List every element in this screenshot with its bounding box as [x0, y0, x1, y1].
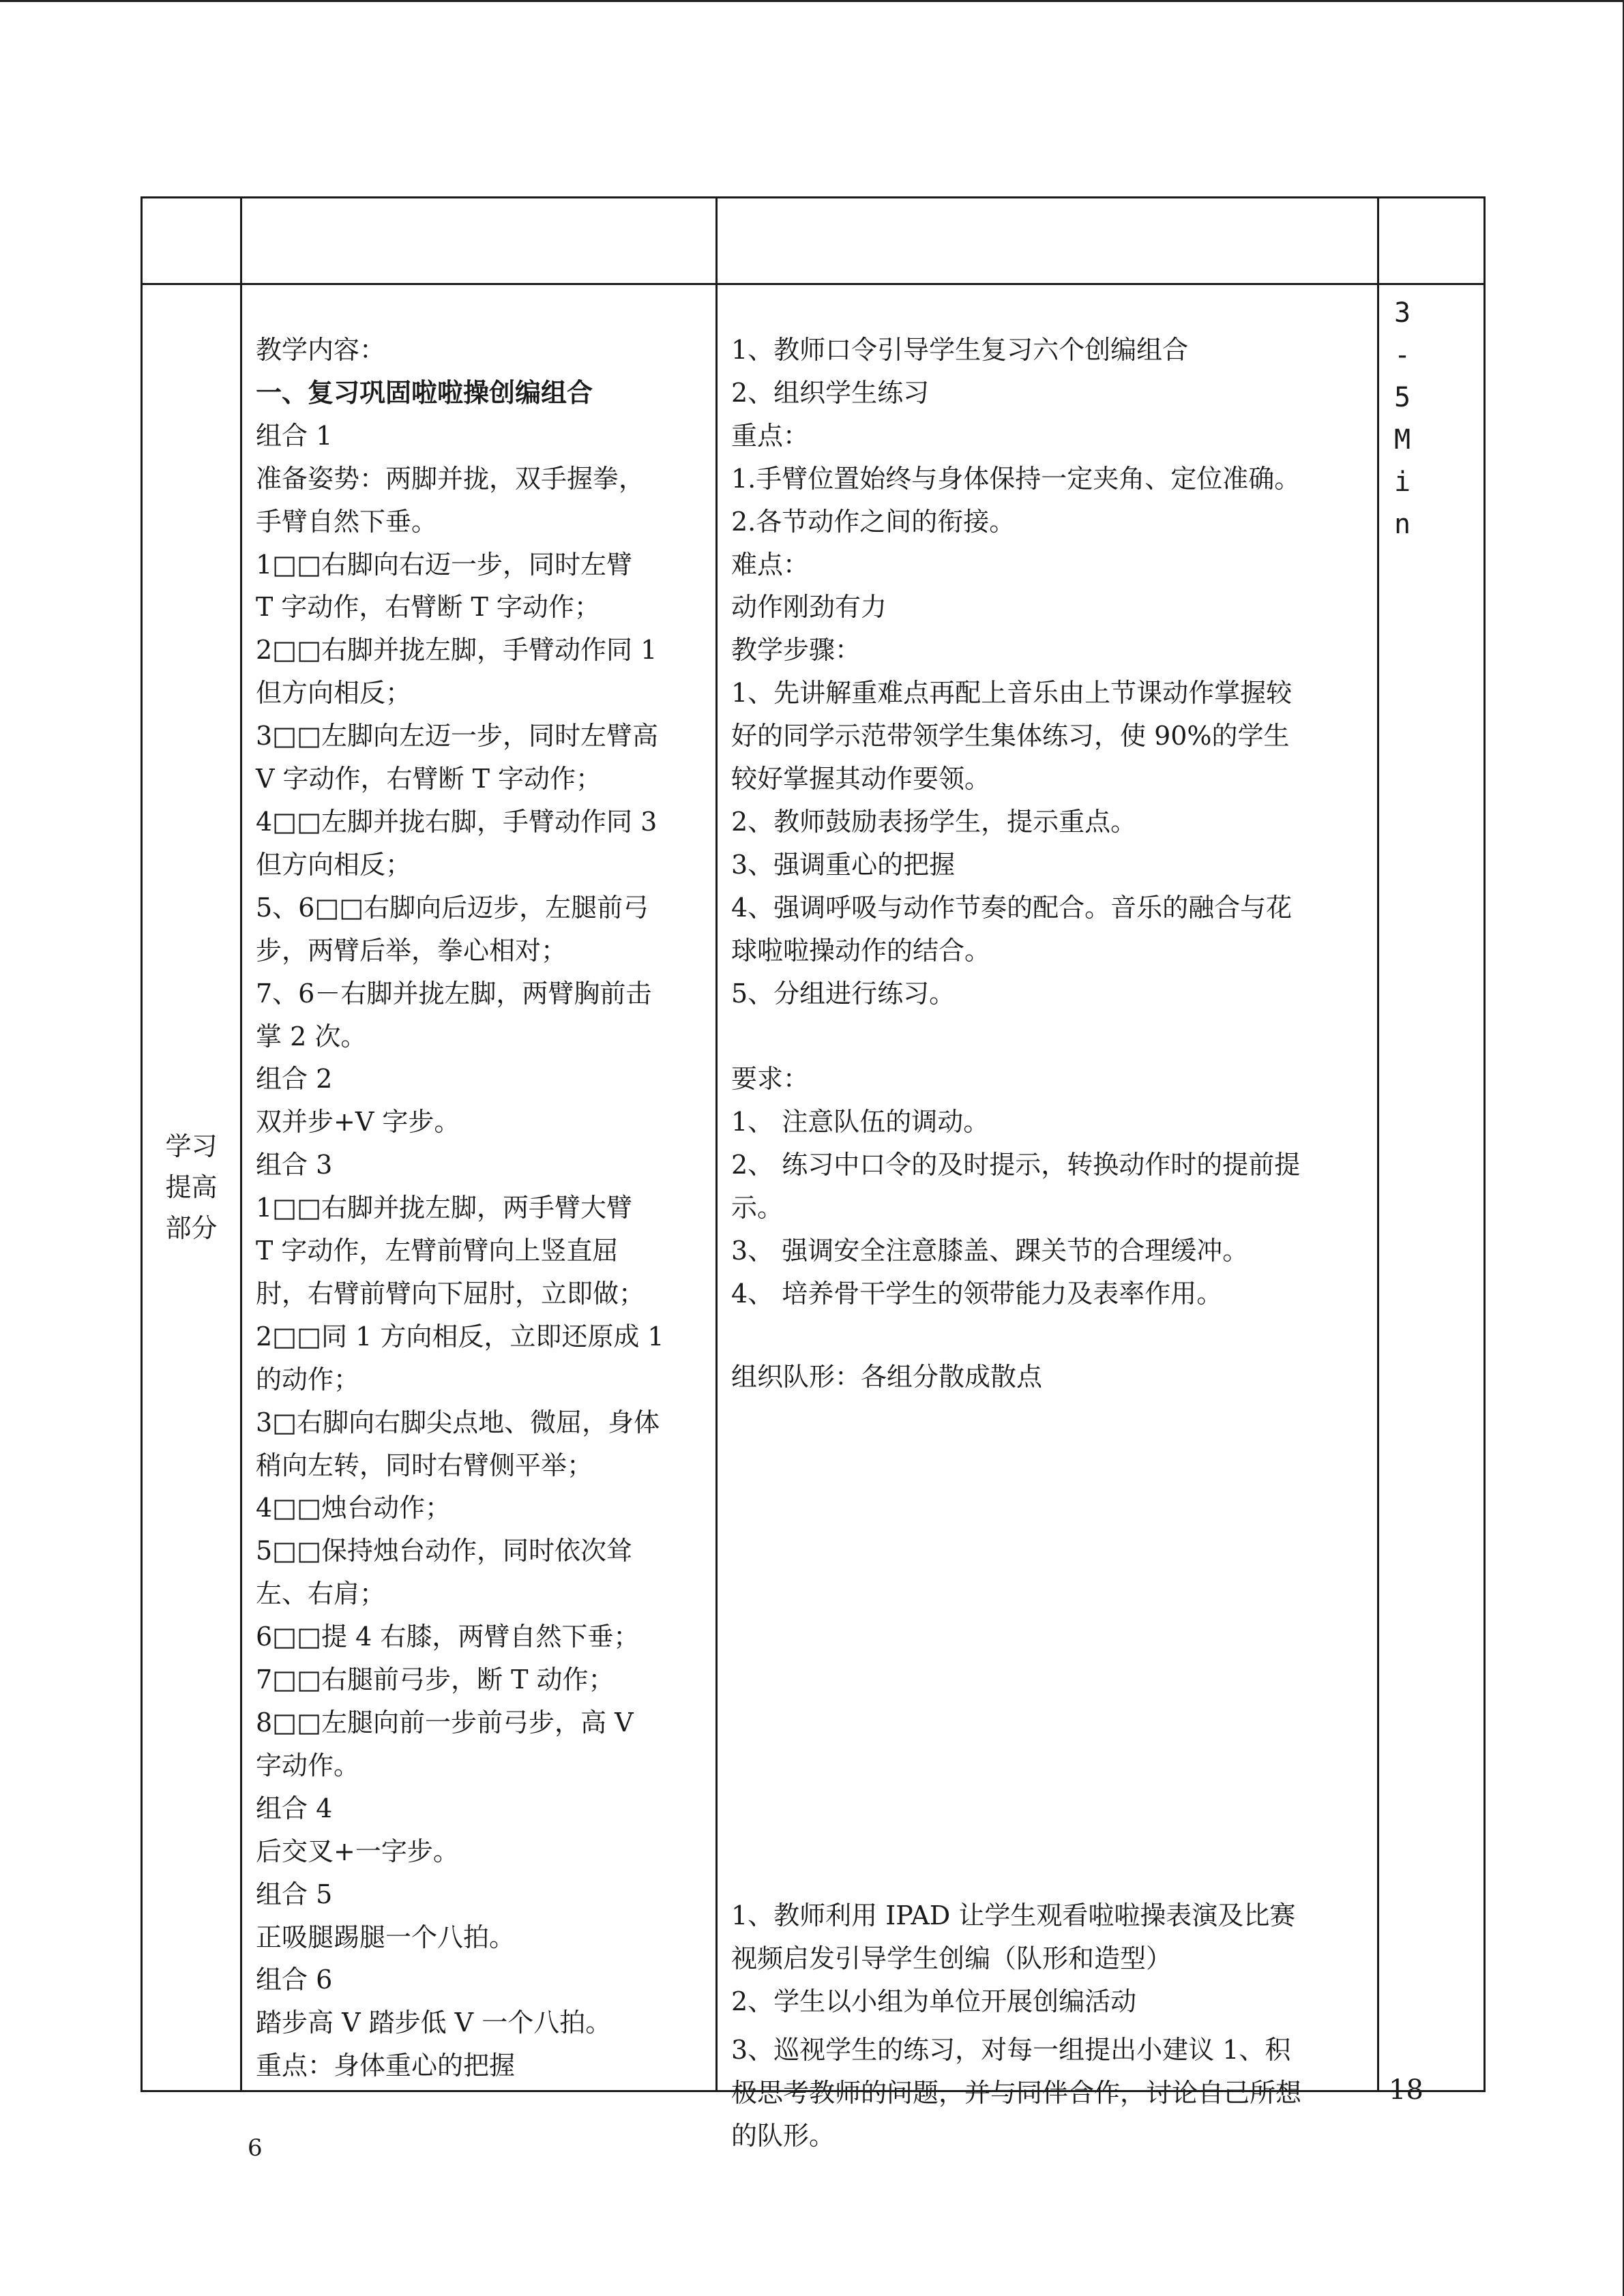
- method-line: 1、先讲解重难点再配上音乐由上节课动作掌握较: [731, 678, 1293, 709]
- group-line: 7□□右腿前弓步，断 T 动作；: [256, 1665, 615, 1695]
- group-line: 3□□左脚向左迈一步，同时左臂高: [256, 721, 658, 751]
- group-line: 6□□提 4 右膝，两臂自然下垂；: [256, 1622, 640, 1652]
- group-line: T 字动作，右臂断 T 字动作；: [256, 592, 600, 623]
- method-line: 1、教师口令引导学生复习六个创编组合: [731, 335, 1189, 365]
- time-char: 3: [1394, 297, 1411, 329]
- group-title: 组合 4: [256, 1793, 333, 1823]
- method-line: 1.手臂位置始终与身体保持一定夹角、定位准确。: [731, 463, 1301, 494]
- section-cell: [142, 284, 241, 2091]
- group-line: 5、6□□右脚向后迈步，左腿前弓: [256, 892, 649, 923]
- method-line: 球啦啦操动作的结合。: [731, 935, 991, 966]
- group-line: 后交叉+一字步。: [256, 1836, 459, 1866]
- group-line: 7、6－右脚并拢左脚，两臂胸前击: [256, 978, 652, 1009]
- method-line: 2、教师鼓励表扬学生，提示重点。: [731, 806, 1137, 837]
- lesson-plan-table: [141, 196, 1486, 2151]
- group-line: 步，两臂后举，拳心相对；: [256, 935, 567, 966]
- focus-note: 重点：身体重心的把握: [256, 2051, 516, 2081]
- time-duration-vertical: [1394, 292, 1421, 546]
- method-bottom-block: [731, 1894, 1370, 2157]
- requirement-line: 2、 练习中口令的及时提示，转换动作时的提前提: [731, 1150, 1301, 1180]
- group-line: 肘，右臂前臂向下屈肘，立即做；: [256, 1278, 645, 1309]
- time-char: i: [1394, 466, 1411, 498]
- teaching-content-cell: [241, 284, 717, 2091]
- method-line: 极思考教师的问题，并与同伴合作，讨论自己所想: [731, 2077, 1302, 2108]
- method-line: 2.各节动作之间的衔接。: [731, 506, 1016, 537]
- method-line: 2、学生以小组为单位开展创编活动: [731, 1986, 1137, 2016]
- group-line: 字动作。: [256, 1750, 360, 1780]
- teaching-method-cell: [717, 284, 1378, 2151]
- group-title: 组合 3: [256, 1150, 333, 1180]
- group-title: 组合 5: [256, 1879, 333, 1909]
- section-label: 学习提高部分: [165, 1131, 218, 1243]
- method-line: 3、巡视学生的练习，对每一组提出小建议 1、积: [731, 2034, 1291, 2065]
- empty-cell: [717, 198, 1378, 284]
- group-line: T 字动作，左臂前臂向上竖直屈: [256, 1236, 619, 1266]
- group-line: 2□□右脚并拢左脚，手臂动作同 1: [256, 635, 658, 666]
- group-line: 双并步+V 字步。: [256, 1107, 460, 1137]
- content-intro: 教学内容：: [256, 335, 386, 365]
- page-top-border: [0, 0, 1624, 2]
- group-line: 但方向相反；: [256, 849, 412, 880]
- method-line: 视频启发引导学生创编（队形和造型）: [731, 1943, 1172, 1973]
- group-line: 准备姿势：两脚并拢，双手握拳，: [256, 463, 645, 494]
- method-line: 较好掌握其动作要领。: [731, 764, 991, 794]
- method-line: 5、分组进行练习。: [731, 978, 956, 1009]
- method-line: 4、强调呼吸与动作节奏的配合。音乐的融合与花: [731, 892, 1293, 923]
- time-char: 5: [1394, 382, 1411, 413]
- group-title: 组合 1: [256, 420, 333, 451]
- group-line: 踏步高 V 踏步低 V 一个八拍。: [256, 2008, 612, 2038]
- content-heading: 一、复习巩固啦啦操创编组合: [256, 376, 593, 408]
- group-line: 4□□烛台动作；: [256, 1493, 451, 1523]
- group-line: 稍向左转，同时右臂侧平举；: [256, 1450, 593, 1480]
- requirement-line: 1、 注意队伍的调动。: [731, 1107, 990, 1137]
- group-line: 左、右肩；: [256, 1579, 386, 1609]
- group-line: 5□□保持烛台动作，同时依次耸: [256, 1536, 632, 1566]
- requirement-line: 3、 强调安全注意膝盖、踝关节的合理缓冲。: [731, 1236, 1249, 1266]
- group-line: 3□右脚向右脚尖点地、微屈，身体: [256, 1407, 660, 1437]
- page-number: 6: [248, 2134, 263, 2162]
- method-line: 教学步骤：: [731, 635, 861, 666]
- method-line: 重点：: [731, 420, 810, 451]
- empty-cell: [241, 198, 717, 284]
- time-char: M: [1394, 424, 1411, 456]
- group-line: 手臂自然下垂。: [256, 506, 438, 537]
- group-line: 4□□左脚并拢右脚，手臂动作同 3: [256, 806, 658, 837]
- group-line: 掌 2 次。: [256, 1021, 367, 1052]
- empty-cell: [1378, 198, 1485, 284]
- table-header-row: [142, 198, 1485, 284]
- formation-note: 组织队形：各组分散成散点: [731, 1361, 1043, 1392]
- group-line: V 字动作，右臂断 T 字动作；: [256, 764, 602, 794]
- group-line: 的动作；: [256, 1364, 360, 1395]
- time-cell: [1378, 284, 1485, 2106]
- time-char: -: [1394, 340, 1411, 371]
- group-line: 1□□右脚并拢左脚，两手臂大臂: [256, 1193, 632, 1223]
- group-title: 组合 6: [256, 1965, 333, 1995]
- requirement-line: 要求：: [731, 1064, 810, 1094]
- group-line: 正吸腿踢腿一个八拍。: [256, 1922, 516, 1952]
- requirement-line: 4、 培养骨干学生的领带能力及表率作用。: [731, 1278, 1223, 1309]
- group-line: 但方向相反；: [256, 678, 412, 709]
- requirement-line: 示。: [731, 1193, 784, 1223]
- method-line: 动作刚劲有力: [731, 592, 887, 623]
- empty-cell: [142, 198, 241, 284]
- group-line: 1□□右脚向右迈一步，同时左臂: [256, 549, 632, 580]
- group-line: 2□□同 1 方向相反，立即还原成 1: [256, 1321, 664, 1352]
- table-row: [142, 284, 1485, 2091]
- method-line: 好的同学示范带领学生集体练习，使 90%的学生: [731, 721, 1290, 751]
- method-line: 2、组织学生练习: [731, 377, 930, 408]
- method-line: 1、教师利用 IPAD 让学生观看啦啦操表演及比赛: [731, 1900, 1296, 1930]
- time-total: 18: [1389, 2074, 1423, 2106]
- method-line: 的队形。: [731, 2120, 836, 2151]
- time-char: n: [1394, 509, 1411, 540]
- method-line: 难点：: [731, 549, 810, 580]
- group-title: 组合 2: [256, 1064, 333, 1094]
- method-line: 3、强调重心的把握: [731, 849, 956, 880]
- group-line: 8□□左腿向前一步前弓步，高 V: [256, 1708, 634, 1738]
